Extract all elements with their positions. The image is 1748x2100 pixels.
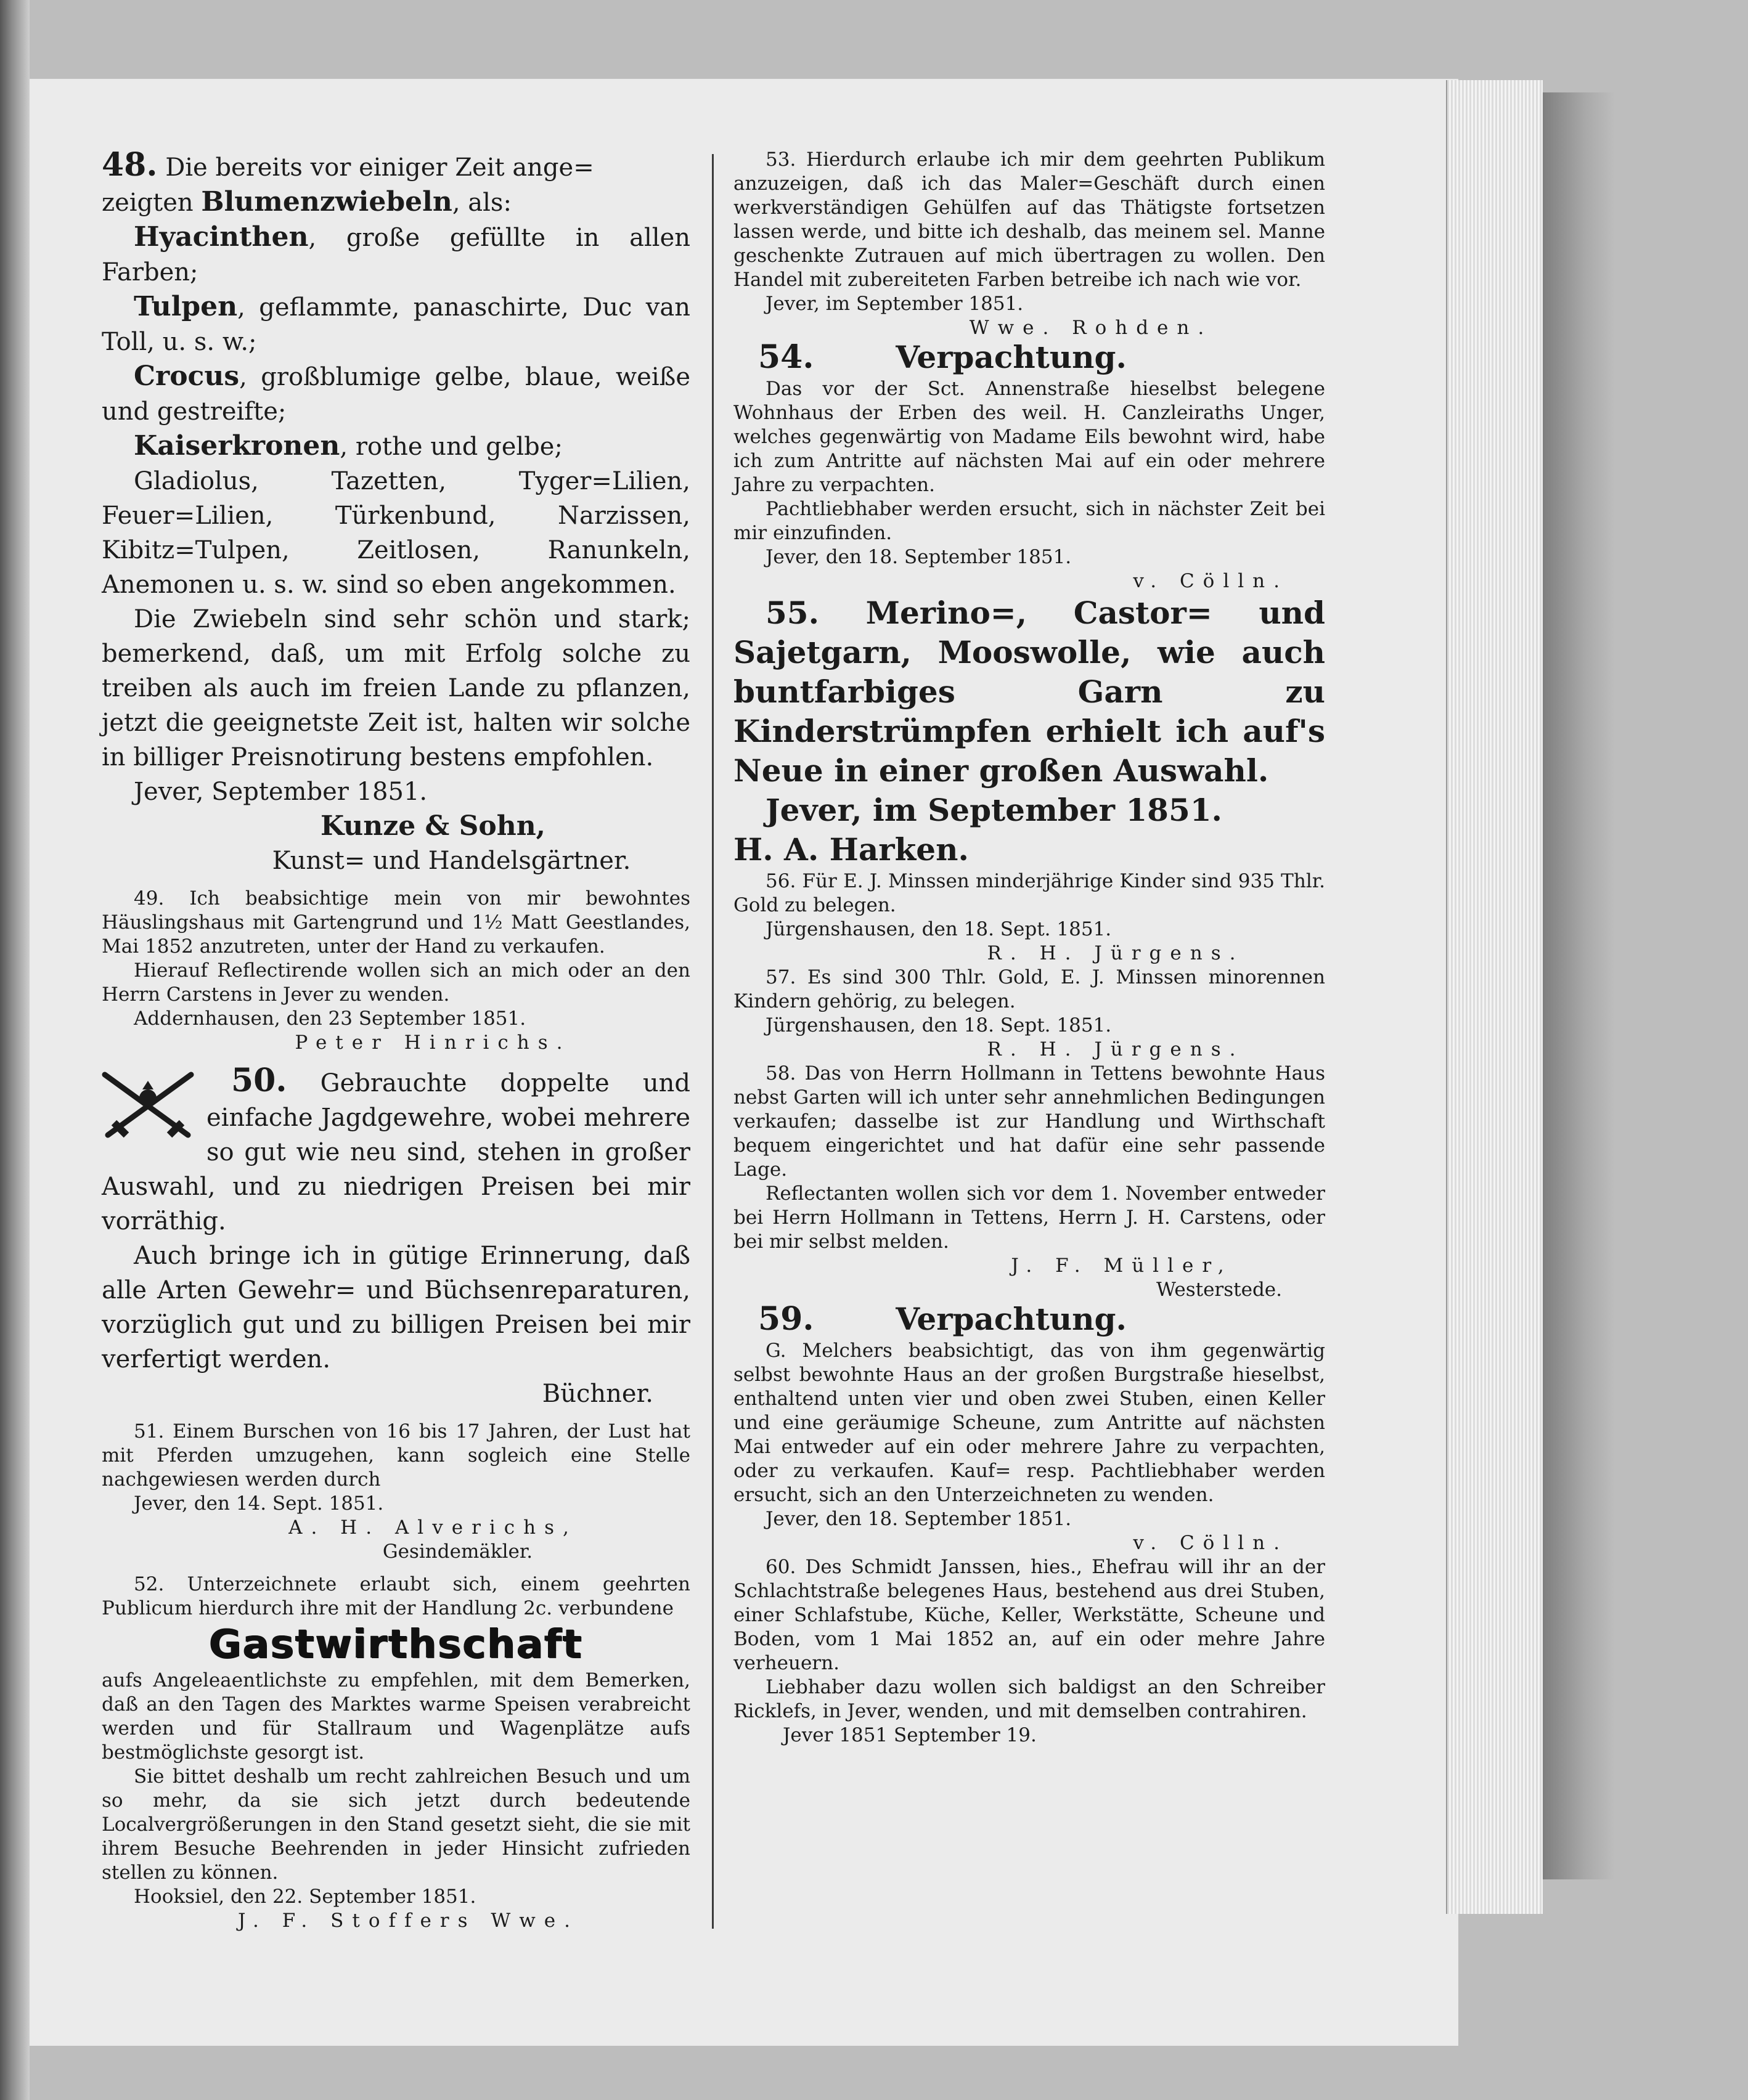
- ad-text: Liebhaber dazu wollen sich baldigst an den Schreiber Ricklefs, in Jever, wenden, und mit demselben contrahiren.: [733, 1676, 1325, 1722]
- flower-desc: , rothe und gelbe;: [340, 433, 563, 461]
- flower-desc: , große gefüllte in allen Farben;: [102, 224, 690, 287]
- ad-49: [102, 887, 690, 1055]
- ad-signature: Büchner.: [542, 1380, 653, 1408]
- ad-heading: Verpachtung.: [896, 339, 1127, 375]
- ad-signature-sub: Gesindemäkler.: [382, 1540, 533, 1563]
- ad-number: 54.: [758, 338, 814, 376]
- ad-signature: R. H. Jürgens.: [987, 1038, 1244, 1060]
- book-edge-shadow: [1541, 92, 1615, 1879]
- ad-text: 55. Merino=, Castor= und Sajetgarn, Mooswolle, wie auch buntfarbiges Garn zu Kinderstrümpfen erhielt ich auf's Neue in einer großen Auswahl.: [733, 595, 1325, 789]
- ad-text: G. Melchers beabsichtigt, das von ihm gegenwärtig selbst bewohnte Haus an der großen Burgstraße hieselbst, enthaltend unten vier und oben zwei Stuben, einen Keller und eine geräumige Scheune, zum Antritte auf nächsten Mai entweder auf ein oder mehrere Jahre zu verpachten, oder zu verkaufen. Kauf= resp. Pachtliebhaber werden ersucht, sich an den Unterzeichneten zu wenden.: [733, 1340, 1325, 1506]
- left-column: [102, 148, 690, 1933]
- ad-text: 58. Das von Herrn Hollmann in Tettens bewohnte Haus nebst Garten will ich unter sehr annehmlichen Bedingungen verkaufen; dasselbe ist zur Handlung und Wirthschaft bequem eingerichtet und hat dafür eine sehr passende Lage.: [733, 1062, 1325, 1181]
- ad-signature-sub: Kunst= und Handelsgärtner.: [272, 847, 631, 875]
- ad-signature-sub: Westerstede.: [1156, 1279, 1282, 1301]
- ad-number: 50.: [231, 1062, 287, 1099]
- ad-text: 57. Es sind 300 Thlr. Gold, E. J. Minssen minorennen Kindern gehörig, zu belegen.: [733, 966, 1325, 1012]
- ad-55: [733, 593, 1325, 869]
- ad-signature: A. H. Alverichs,: [288, 1516, 578, 1539]
- ad-52: [102, 1573, 690, 1933]
- ad-text: zeigten: [102, 189, 194, 217]
- ad-text: Die Zwiebeln sind sehr schön und stark; bemerkend, daß, um mit Erfolg solche zu treiben als auch im freien Lande zu pflanzen, jetzt die geeignetste Zeit ist, halten wir solche in billiger Preisnotirung bestens empfohlen.: [102, 605, 690, 771]
- ad-dateline: Jever, im September 1851.: [766, 293, 1024, 315]
- ad-text: 56. Für E. J. Minssen minderjährige Kinder sind 935 Thlr. Gold zu belegen.: [733, 870, 1325, 916]
- flower-desc: , großblumige gelbe, blaue, weiße und gestreifte;: [102, 363, 690, 426]
- ad-text: Gebrauchte doppelte und einfache Jagdgewehre, wobei mehrere so gut wie neu sind, stehen in großer Auswahl, und zu niedrigen Preisen bei mir vorräthig.: [102, 1069, 690, 1235]
- ad-54: [733, 340, 1325, 593]
- ad-signature: H. A. Harken.: [733, 831, 969, 868]
- ad-dateline: Addernhausen, den 23 September 1851.: [134, 1007, 526, 1030]
- ad-signature: Wwe. Rohden.: [969, 317, 1213, 339]
- ad-text: Sie bittet deshalb um recht zahlreichen Besuch und um so mehr, da sie sich jetzt durch bedeutende Localvergrößerungen in den Stand gesetzt sieht, die sie mit ihrem Besuche Beehrenden in jeder Hinsicht zufrieden stellen zu können.: [102, 1765, 690, 1884]
- ad-51: [102, 1420, 690, 1564]
- ad-signature: Kunze & Sohn,: [320, 810, 546, 842]
- right-column: [733, 148, 1325, 1748]
- ad-53: [733, 148, 1325, 340]
- ad-number: 48.: [102, 146, 158, 184]
- ad-dateline: Hooksiel, den 22. September 1851.: [134, 1886, 476, 1908]
- ad-text: Reflectanten wollen sich vor dem 1. November entweder bei Herrn Hollmann in Tettens, Herrn J. H. Carstens, oder bei mir selbst melden.: [733, 1182, 1325, 1253]
- flower-name: Hyacinthen: [134, 221, 309, 253]
- ad-dateline: Jever, den 18. September 1851.: [766, 1508, 1072, 1530]
- ad-signature: R. H. Jürgens.: [987, 942, 1244, 964]
- flower-name: Tulpen: [134, 291, 238, 322]
- ad-text: Hierauf Reflectirende wollen sich an mich oder an den Herrn Carstens in Jever zu wenden.: [102, 959, 690, 1006]
- ad-text: Auch bringe ich in gütige Erinnerung, daß alle Arten Gewehr= und Büchsenreparaturen, vorzüglich gut und zu billigen Preisen bei mir verfertigt werden.: [102, 1242, 690, 1374]
- ad-dateline: Jever 1851 September 19.: [783, 1724, 1037, 1746]
- flower-name: Crocus: [134, 360, 240, 392]
- ad-text: , als:: [452, 189, 512, 217]
- ad-59: [733, 1302, 1325, 1555]
- ad-dateline: Jever, September 1851.: [134, 778, 428, 806]
- ad-56: [733, 869, 1325, 966]
- ad-text: 52. Unterzeichnete erlaubt sich, einem geehrten Publicum hierdurch ihre mit der Handlung 2c. verbundene: [102, 1573, 690, 1619]
- ad-dateline: Jever, den 14. Sept. 1851.: [134, 1492, 384, 1515]
- ad-number: 59.: [758, 1300, 814, 1338]
- flower-desc: , geflammte, panaschirte, Duc van Toll, u. s. w.;: [102, 293, 690, 356]
- ad-heading: Verpachtung.: [896, 1301, 1127, 1337]
- ad-text: Das vor der Sct. Annenstraße hieselbst belegene Wohnhaus der Erben des weil. H. Canzleiraths Unger, welches gegenwärtig von Madame Eils bewohnt wird, habe ich zum Antritte auf nächsten Mai auf ein oder mehrere Jahre zu verpachten.: [733, 378, 1325, 496]
- ad-dateline: Jever, im September 1851.: [766, 792, 1222, 828]
- ad-text: Pachtliebhaber werden ersucht, sich in nächster Zeit bei mir einzufinden.: [733, 498, 1325, 544]
- ad-48: [102, 148, 690, 878]
- ad-60: [733, 1555, 1325, 1748]
- ad-text: Die bereits vor einiger Zeit ange=: [165, 153, 594, 182]
- ad-text: aufs Angeleaentlichste zu empfehlen, mit dem Bemerken, daß an den Tagen des Marktes warme Speisen verabreicht werden und für Stallraum und Wagenplätze aufs bestmöglichste gesorgt ist.: [102, 1669, 690, 1764]
- ad-signature: J. F. Stoffers Wwe.: [238, 1910, 579, 1932]
- ad-text: 60. Des Schmidt Janssen, hies., Ehefrau will ihr an der Schlachtstraße belegenes Haus, bestehend aus drei Stuben, einer Schlafstube, Küche, Keller, Werkstätte, Scheune und Boden, vom 1 Mai 1852 an, auf ein oder mehre Jahre verheuern.: [733, 1556, 1325, 1674]
- ad-57: [733, 966, 1325, 1062]
- crossed-rifles-icon: [102, 1068, 194, 1141]
- ad-dateline: Jever, den 18. September 1851.: [766, 546, 1072, 568]
- ad-signature: J. F. Müller,: [1011, 1255, 1233, 1277]
- ad-signature: v. Cölln.: [1133, 570, 1288, 592]
- column-rule: [712, 154, 714, 1929]
- ad-text: Gladiolus, Tazetten, Tyger=Lilien, Feuer=Lilien, Türkenbund, Narzissen, Kibitz=Tulpen, Zeitlosen, Ranunkeln, Anemonen u. s. w. sind so eben angekommen.: [102, 467, 690, 599]
- ad-dateline: Jürgenshausen, den 18. Sept. 1851.: [766, 918, 1112, 940]
- flower-name: Kaiserkronen: [134, 430, 340, 462]
- ad-heading: Gastwirthschaft: [209, 1622, 583, 1667]
- ad-signature: Peter Hinrichs.: [295, 1032, 571, 1054]
- book-left-edge: [0, 0, 30, 2100]
- ad-dateline: Jürgenshausen, den 18. Sept. 1851.: [766, 1014, 1112, 1036]
- ad-text: 49. Ich beabsichtige mein von mir bewohntes Häuslingshaus mit Gartengrund und 1½ Matt Geestlandes, Mai 1852 anzutreten, unter der Hand zu verkaufen.: [102, 887, 690, 958]
- ad-signature: v. Cölln.: [1133, 1532, 1288, 1554]
- ad-50: [102, 1064, 690, 1411]
- ad-text: 53. Hierdurch erlaube ich mir dem geehrten Publikum anzuzeigen, daß ich das Maler=Geschäft durch einen werkverständigen Gehülfen auf das Thätigste fortsetzen lassen werde, und bitte ich deshalb, das meinem sel. Manne geschenkte Zutrauen auf mich übertragen zu wollen. Den Handel mit zubereiteten Farben betreibe ich nach wie vor.: [733, 149, 1325, 291]
- ad-heading: Blumenzwiebeln: [201, 186, 452, 218]
- page-stack-edge: [1446, 80, 1543, 1914]
- ad-text: 51. Einem Burschen von 16 bis 17 Jahren, der Lust hat mit Pferden umzugehen, kann sogleich eine Stelle nachgewiesen werden durch: [102, 1420, 690, 1491]
- ad-58: [733, 1062, 1325, 1302]
